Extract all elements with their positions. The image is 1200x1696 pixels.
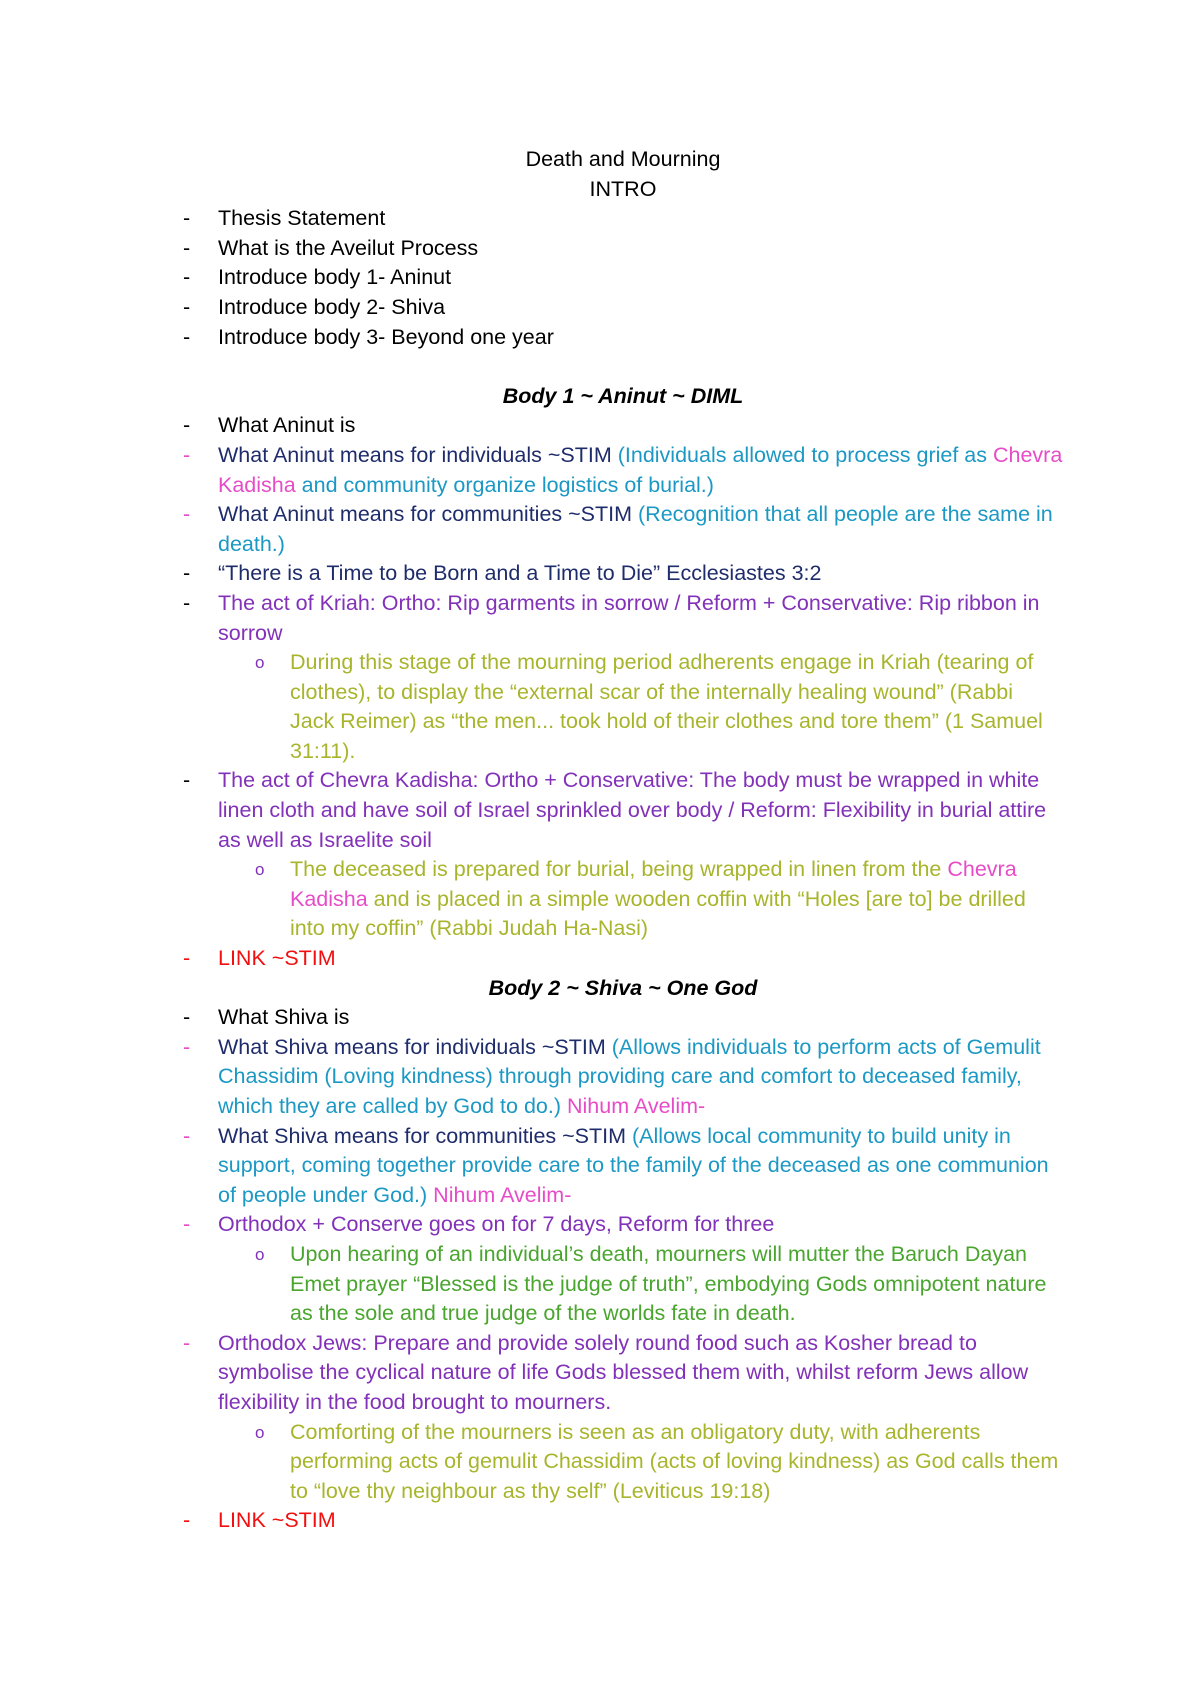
dash-marker: -	[183, 324, 191, 349]
circle-marker: o	[255, 1422, 265, 1442]
intro-label: INTRO	[589, 176, 657, 201]
dash-marker: -	[183, 502, 191, 527]
list-item: - What Shiva is	[183, 1003, 1063, 1033]
dash-marker: -	[183, 235, 191, 260]
sub-list-item: o Comforting of the mourners is seen as an obligatory duty, with adherents performing acts of gemulit Chassidim (acts of loving kindness) as God calls them to “love thy neighbour as thy self” (Leviticus 19:18)	[255, 1419, 1059, 1503]
list-item: - The act of Kriah: Ortho: Rip garments in sorrow / Reform + Conservative: Rip ribbon in sorrow	[183, 590, 1040, 645]
dash-marker: -	[183, 413, 191, 438]
list-item: - What Shiva means for communities ~STIM (Allows local community to build unity in support, coming together provide care to the family of the deceased as one communion of people under God.) Nihum Avelim-	[183, 1123, 1049, 1207]
list-item: - LINK ~STIM	[183, 1506, 1063, 1536]
dash-marker: -	[183, 590, 191, 615]
list-item: - LINK ~STIM	[183, 944, 1063, 974]
list-item: - Orthodox + Conserve goes on for 7 days, Reform for three	[183, 1210, 1063, 1240]
list-item: - Orthodox Jews: Prepare and provide solely round food such as Kosher bread to symbolise the cyclical nature of life Gods blessed them with, whilst reform Jews allow flexibility in the food brought to mourners.	[183, 1330, 1029, 1414]
body1-heading: Body 1 ~ Aninut ~ DIML	[502, 383, 744, 408]
list-item: - What Aninut is	[183, 411, 1063, 441]
dash-marker: -	[183, 1508, 191, 1533]
dash-marker: -	[183, 1034, 191, 1059]
list-item: - “There is a Time to be Born and a Time to Die” Ecclesiastes 3:2	[183, 559, 1063, 589]
list-item: - Introduce body 2- Shiva	[183, 293, 1063, 323]
sub-list-item: o The deceased is prepared for burial, being wrapped in linen from the Chevra Kadisha and is placed in a simple wooden coffin with “Holes [are to] be drilled into my coffin” (Rabbi Judah Ha-Nasi)	[255, 857, 1026, 941]
dash-marker: -	[183, 1123, 191, 1148]
dash-marker: -	[183, 1330, 191, 1355]
sub-list-item: o Upon hearing of an individual’s death, mourners will mutter the Baruch Dayan Emet prayer “Blessed is the judge of truth”, embodying Gods omnipotent nature as the sole and true judge of the worlds fate in death.	[255, 1241, 1047, 1326]
list-item: - Introduce body 1- Aninut	[183, 263, 1063, 293]
list-item: - Introduce body 3- Beyond one year	[183, 323, 1063, 353]
dash-marker: -	[183, 561, 191, 586]
list-item: - What is the Aveilut Process	[183, 234, 1063, 264]
dash-marker: -	[183, 442, 191, 467]
dash-marker: -	[183, 265, 191, 290]
body2-heading: Body 2 ~ Shiva ~ One God	[488, 975, 758, 1000]
dash-marker: -	[183, 1212, 191, 1237]
circle-marker: o	[255, 1244, 265, 1264]
sub-list-item: o During this stage of the mourning period adherents engage in Kriah (tearing of clothes), to display the “external scar of the internally healing wound” (Rabbi Jack Reimer) as “the men... took hold of their clothes and tore them” (1 Samuel 31:11).	[255, 650, 1043, 763]
list-item: - What Shiva means for individuals ~STIM (Allows individuals to perform acts of Gemulit Chassidim (Loving kindness) through providing care and comfort to deceased family, which they are called by God to do.) Nihum Avelim-	[183, 1034, 1041, 1118]
circle-marker: o	[255, 653, 265, 673]
list-item: - Thesis Statement	[183, 204, 1063, 234]
list-item: - The act of Chevra Kadisha: Ortho + Conservative: The body must be wrapped in white linen cloth and have soil of Israel sprinkled over body / Reform: Flexibility in burial attire as well as Israelite soil	[183, 768, 1047, 852]
document-content	[183, 145, 1063, 1536]
dash-marker: -	[183, 946, 191, 971]
document-title: Death and Mourning	[525, 147, 721, 171]
dash-marker: -	[183, 206, 191, 231]
dash-marker: -	[183, 294, 191, 319]
dash-marker: -	[183, 1005, 191, 1030]
dash-marker: -	[183, 768, 191, 793]
spacer	[183, 352, 1063, 382]
circle-marker: o	[255, 860, 265, 880]
list-item: - What Aninut means for individuals ~STIM (Individuals allowed to process grief as Chevra Kadisha and community organize logistics of burial.)	[183, 442, 1063, 497]
list-item: - What Aninut means for communities ~STIM (Recognition that all people are the same in death.)	[183, 502, 1053, 556]
